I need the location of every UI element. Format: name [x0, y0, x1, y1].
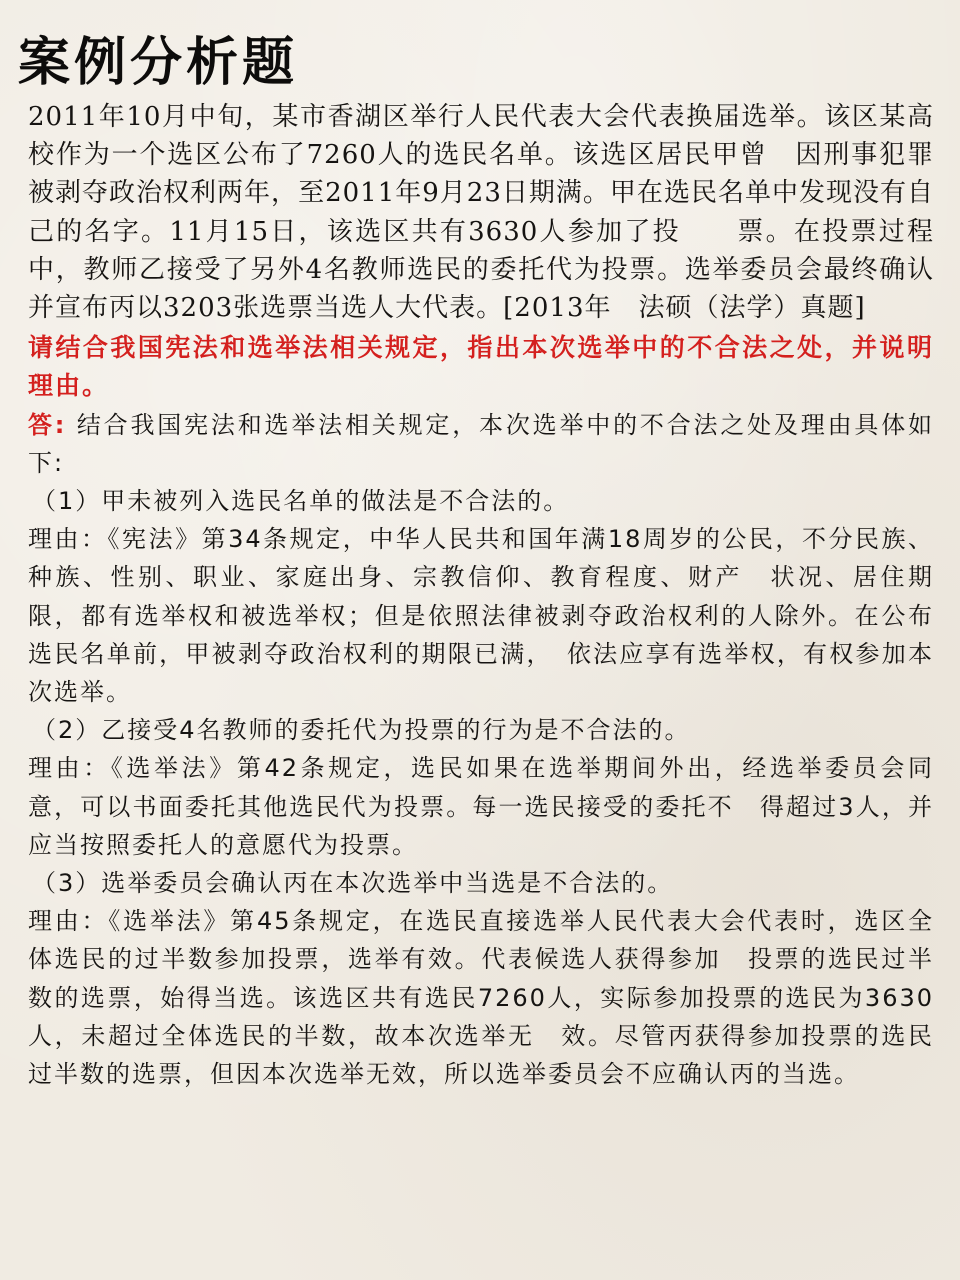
question-prompt: 请结合我国宪法和选举法相关规定，指出本次选举中的不合法之处，并说明理由。	[28, 333, 934, 401]
answer-label: 答:	[28, 410, 67, 439]
page-title: 案例分析题	[18, 33, 299, 93]
point-heading-3: （3）选举委员会确认丙在本次选举中当选是不合法的。	[32, 869, 674, 898]
point-reason-3: 理由：《选举法》第45条规定，在选民直接选举人民代表大会代表时，选区全体选民的过半数参加投票，选举有效。代表候选人获得参加 投票的选民过半数的选票，始得当选。该选区共有选民7260人，实际参加投票的选民为3630人，未超过全体选民的半数，故本次选举无 效。尽管丙获得参加投票的选民过半数的选票，但因本次选举无效，所以选举委员会不应确认丙的当选。	[28, 907, 934, 1089]
answer-intro-text: 结合我国宪法和选举法相关规定，本次选举中的不合法之处及理由具体如下:	[28, 410, 935, 477]
point-reason-2: 理由：《选举法》第42条规定，选民如果在选举期间外出，经选举委员会同意，可以书面委托其他选民代为投票。每一选民接受的委托不 得超过3人，并应当按照委托人的意愿代为投票。	[28, 754, 934, 859]
document-body	[28, 98, 934, 1093]
point-heading-1: （1）甲未被列入选民名单的做法是不合法的。	[32, 487, 570, 516]
point-reason-1: 理由：《宪法》第34条规定，中华人民共和国年满18周岁的公民，不分民族、种族、性别、职业、家庭出身、宗教信仰、教育程度、财产 状况、居住期限，都有选举权和被选举权；但是依照法律被剥夺政治权利的人除外。在公布选民名单前，甲被剥夺政治权利的期限已满， 依法应享有选举权，有权参加本次选举。	[28, 525, 934, 707]
point-heading-2: （2）乙接受4名教师的委托代为投票的行为是不合法的。	[32, 716, 691, 745]
answer-intro	[28, 406, 934, 482]
case-description: 2011年10月中旬，某市香湖区举行人民代表大会代表换届选举。该区某高校作为一个选区公布了7260人的选民名单。该选区居民甲曾 因刑事犯罪被剥夺政治权利两年，至2011年9月23日期满。甲在选民名单中发现没有自己的名字。11月15日，该选区共有3630人参加了投 票。在投票过程中，教师乙接受了另外4名教师选民的委托代为投票。选举委员会最终确认并宣布丙以3203张选票当选人大代表。[2013年 法硕（法学）真题]	[28, 102, 934, 324]
